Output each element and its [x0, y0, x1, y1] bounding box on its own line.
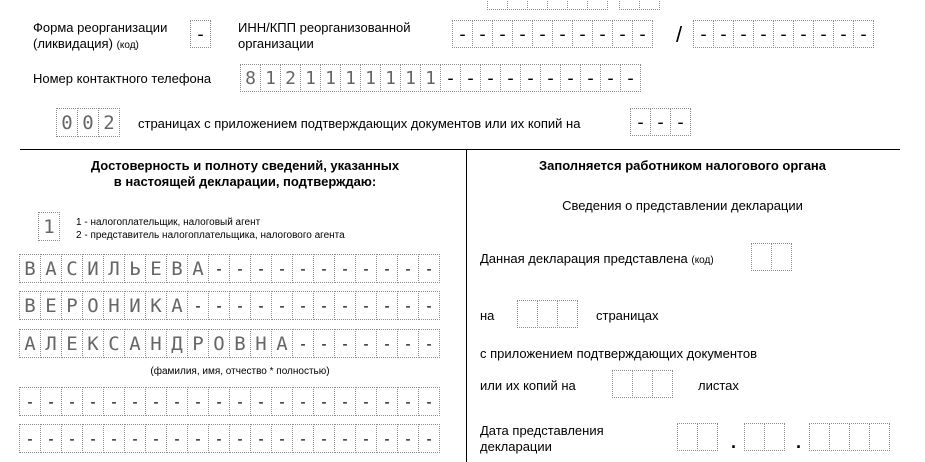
char-cell: Р — [61, 291, 83, 320]
char-cell: - — [250, 424, 272, 453]
char-cell: Е — [61, 329, 83, 358]
attach-label: с приложением подтверждающих документов — [480, 346, 757, 361]
char-cell: 2 — [98, 108, 120, 137]
copies-label: или их копий на — [480, 378, 576, 393]
char-cell: - — [480, 64, 501, 92]
phone-field[interactable] — [241, 64, 641, 92]
char-cell: - — [560, 64, 581, 92]
char-cell: - — [19, 387, 41, 416]
char-cell: К — [82, 329, 104, 358]
char-cell: 1 — [260, 64, 281, 92]
presentation-subtitle: Сведения о представлении декларации — [562, 198, 803, 213]
char-cell: Е — [40, 291, 62, 320]
char-cell: - — [418, 329, 440, 358]
char-cell: 1 — [340, 64, 361, 92]
char-cell: - — [418, 424, 440, 453]
top-cut-cells-2 — [620, 0, 660, 10]
tax-officer-title: Заполняется работником налогового органа — [538, 158, 827, 173]
char-cell: - — [418, 291, 440, 320]
char-cell: - — [376, 387, 398, 416]
char-cell: - — [208, 424, 230, 453]
char-cell: - — [572, 20, 593, 48]
char-cell: - — [187, 424, 209, 453]
char-cell: - — [693, 20, 714, 48]
char-cell: - — [166, 424, 188, 453]
confirm-title: Достоверность и полноту сведений, указанных в настоящей декларации, подтверждаю: — [90, 158, 400, 189]
sheets-label: листах — [698, 378, 739, 393]
char-cell: - — [632, 20, 653, 48]
char-cell: А — [187, 254, 209, 283]
char-cell: - — [512, 20, 533, 48]
char-cell: 1 — [380, 64, 401, 92]
char-cell: - — [713, 20, 734, 48]
char-cell: - — [397, 329, 419, 358]
officer-pages-field[interactable] — [518, 300, 578, 328]
char-cell: - — [334, 254, 356, 283]
pages-count-field[interactable] — [57, 108, 120, 137]
reorg-code-cell: - — [190, 20, 211, 48]
char-cell: - — [580, 64, 601, 92]
char-cell: - — [271, 424, 293, 453]
char-cell: - — [773, 20, 794, 48]
char-cell: - — [592, 20, 613, 48]
signer-code-field[interactable] — [39, 212, 60, 241]
char-cell: - — [418, 387, 440, 416]
char-cell: 1 — [420, 64, 441, 92]
char-cell: - — [853, 20, 874, 48]
char-cell: В — [19, 254, 41, 283]
char-cell: - — [271, 254, 293, 283]
presented-label: Данная декларация представлена (код) — [480, 251, 714, 266]
char-cell: - — [733, 20, 754, 48]
section-divider — [20, 149, 900, 150]
char-cell: - — [753, 20, 774, 48]
char-cell: - — [334, 291, 356, 320]
char-cell: - — [124, 424, 146, 453]
char-cell: Н — [103, 291, 125, 320]
char-cell: - — [40, 424, 62, 453]
char-cell: - — [355, 424, 377, 453]
char-cell: - — [460, 64, 481, 92]
char-cell: - — [620, 64, 641, 92]
char-cell: О — [208, 329, 230, 358]
char-cell: 1 — [360, 64, 381, 92]
char-cell: - — [376, 254, 398, 283]
signer-extra-field-1[interactable] — [20, 387, 440, 416]
char-cell: - — [500, 64, 521, 92]
pages-label: страницах с приложением подтверждающих документов или их копий на — [138, 116, 581, 131]
officer-sheets-field[interactable] — [613, 370, 673, 398]
char-cell: 1 — [300, 64, 321, 92]
char-cell: - — [376, 291, 398, 320]
char-cell: - — [532, 20, 553, 48]
char-cell: - — [292, 254, 314, 283]
reorg-label: Форма реорганизации (ликвидация) (код) — [33, 20, 168, 51]
phone-label: Номер контактного телефона — [33, 71, 212, 86]
char-cell: - — [793, 20, 814, 48]
char-cell: Ь — [124, 254, 146, 283]
char-cell: Д — [166, 329, 188, 358]
char-cell: - — [397, 291, 419, 320]
char-cell: - — [397, 387, 419, 416]
char-cell: - — [355, 291, 377, 320]
date-separator-2: . — [796, 432, 802, 452]
surname-field[interactable] — [20, 254, 440, 283]
char-cell: - — [313, 387, 335, 416]
char-cell: - — [292, 424, 314, 453]
char-cell: - — [292, 387, 314, 416]
char-cell: - — [103, 424, 125, 453]
char-cell: В — [229, 329, 251, 358]
char-cell: 1 — [400, 64, 421, 92]
char-cell: - — [520, 64, 541, 92]
char-cell: - — [208, 291, 230, 320]
char-cell: - — [492, 20, 513, 48]
char-cell: - — [313, 329, 335, 358]
char-cell: - — [397, 424, 419, 453]
char-cell: А — [19, 329, 41, 358]
char-cell: - — [229, 424, 251, 453]
inn-kpp-slash: / — [676, 22, 683, 47]
signer-options: 1 - налогоплательщик, налоговый агент 2 - представитель налогоплательщика, налогового агента — [76, 217, 345, 241]
patronymic-field[interactable] — [20, 329, 440, 358]
char-cell: О — [82, 291, 104, 320]
char-cell: А — [124, 329, 146, 358]
char-cell: - — [552, 20, 573, 48]
char-cell: Е — [145, 254, 167, 283]
char-cell: 8 — [240, 64, 261, 92]
char-cell: А — [166, 291, 188, 320]
char-cell: - — [472, 20, 493, 48]
char-cell: - — [187, 291, 209, 320]
char-cell: - — [187, 387, 209, 416]
char-cell: - — [452, 20, 473, 48]
char-cell: - — [650, 108, 671, 136]
signer-code-cell: 1 — [38, 212, 60, 241]
char-cell: - — [334, 329, 356, 358]
char-cell: - — [229, 291, 251, 320]
char-cell: - — [540, 64, 561, 92]
char-cell: - — [313, 424, 335, 453]
char-cell: - — [612, 20, 633, 48]
char-cell: - — [82, 424, 104, 453]
char-cell: - — [334, 424, 356, 453]
char-cell: - — [271, 387, 293, 416]
date-day-field[interactable] — [678, 423, 718, 451]
char-cell: - — [440, 64, 461, 92]
char-cell: - — [376, 424, 398, 453]
name-field[interactable] — [20, 291, 440, 320]
char-cell: - — [833, 20, 854, 48]
signer-extra-field-2[interactable] — [20, 424, 440, 453]
on-label: на — [480, 308, 495, 323]
officer-pages-label: страницах — [596, 308, 659, 323]
char-cell: - — [166, 387, 188, 416]
char-cell: - — [397, 254, 419, 283]
char-cell: - — [103, 387, 125, 416]
char-cell: - — [124, 387, 146, 416]
top-cut-cells — [488, 0, 608, 10]
char-cell: - — [334, 387, 356, 416]
char-cell: И — [82, 254, 104, 283]
char-cell: 1 — [320, 64, 341, 92]
char-cell: 2 — [280, 64, 301, 92]
sheets-count-field[interactable] — [631, 108, 691, 136]
char-cell: И — [124, 291, 146, 320]
char-cell: - — [670, 108, 691, 136]
char-cell: Л — [40, 329, 62, 358]
char-cell: - — [250, 291, 272, 320]
char-cell: Н — [145, 329, 167, 358]
inn-label: ИНН/КПП реорганизованной организации — [238, 20, 411, 51]
char-cell: - — [208, 387, 230, 416]
char-cell: - — [355, 329, 377, 358]
reorg-code-field[interactable] — [191, 20, 211, 48]
char-cell: С — [103, 329, 125, 358]
char-cell: А — [40, 254, 62, 283]
date-month-field[interactable] — [745, 423, 785, 451]
date-label: Дата представления декларации — [480, 423, 604, 454]
char-cell: В — [19, 291, 41, 320]
char-cell: С — [61, 254, 83, 283]
char-cell: - — [229, 254, 251, 283]
char-cell: - — [292, 329, 314, 358]
fio-caption: (фамилия, имя, отчество * полностью) — [150, 366, 330, 377]
char-cell: - — [40, 387, 62, 416]
char-cell: - — [61, 387, 83, 416]
char-cell: В — [166, 254, 188, 283]
char-cell: Р — [187, 329, 209, 358]
date-year-field[interactable] — [810, 423, 890, 451]
char-cell: - — [82, 387, 104, 416]
kpp-field[interactable] — [694, 20, 874, 48]
char-cell: - — [630, 108, 651, 136]
inn-field[interactable] — [453, 20, 653, 48]
char-cell: - — [208, 254, 230, 283]
char-cell: А — [271, 329, 293, 358]
char-cell: - — [313, 254, 335, 283]
char-cell: - — [19, 424, 41, 453]
char-cell: - — [250, 254, 272, 283]
char-cell: - — [600, 64, 621, 92]
presented-code-field[interactable] — [752, 243, 792, 271]
char-cell: Н — [250, 329, 272, 358]
char-cell: - — [271, 291, 293, 320]
char-cell: - — [61, 424, 83, 453]
char-cell: 0 — [56, 108, 78, 137]
char-cell: - — [292, 291, 314, 320]
char-cell: - — [250, 387, 272, 416]
date-separator-1: . — [731, 432, 737, 452]
char-cell: 0 — [77, 108, 99, 137]
column-divider — [466, 149, 467, 462]
char-cell: - — [418, 254, 440, 283]
char-cell: - — [229, 387, 251, 416]
char-cell: - — [376, 329, 398, 358]
char-cell: - — [355, 254, 377, 283]
char-cell: - — [145, 424, 167, 453]
char-cell: - — [355, 387, 377, 416]
char-cell: - — [145, 387, 167, 416]
char-cell: К — [145, 291, 167, 320]
char-cell: Л — [103, 254, 125, 283]
char-cell: - — [313, 291, 335, 320]
char-cell: - — [813, 20, 834, 48]
